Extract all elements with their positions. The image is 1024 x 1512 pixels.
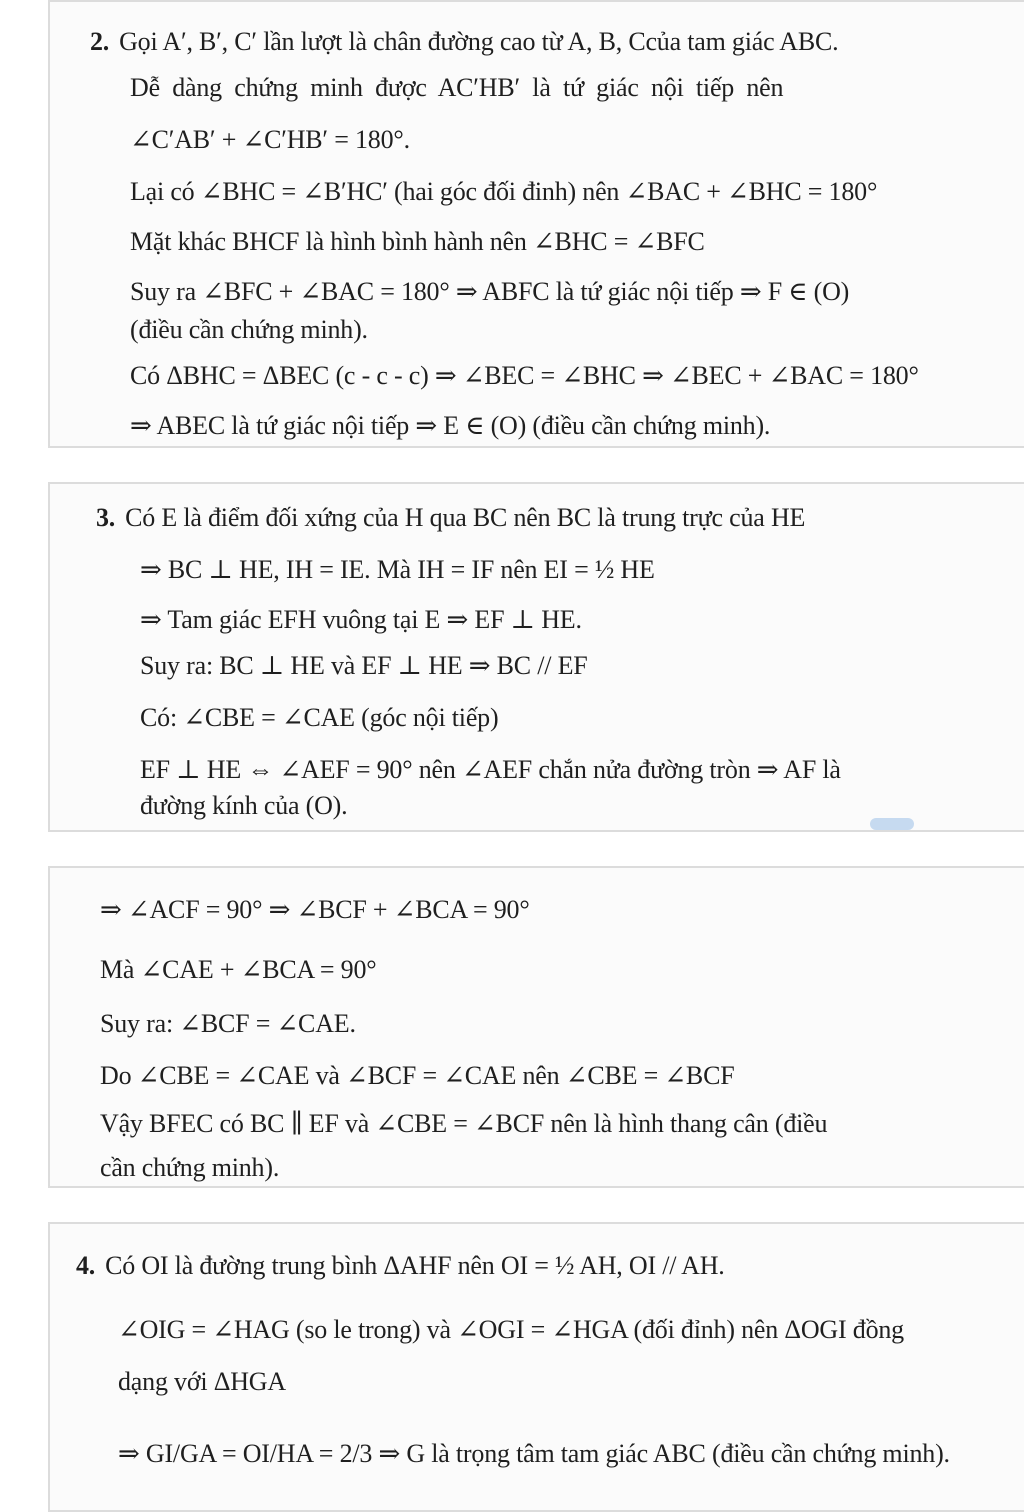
section-4-number: 4. — [76, 1251, 96, 1280]
section-3-line-4: Suy ra: BC ⊥ HE và EF ⊥ HE ⇒ BC // EF — [140, 651, 588, 680]
section-3b-line-4: Do ∠CBE = ∠CAE và ∠BCF = ∠CAE nên ∠CBE = ∠BCF — [100, 1061, 735, 1090]
section-4-line-3: dạng với ΔHGA — [118, 1367, 286, 1396]
section-2-line-8: Có ΔBHC = ΔBEC (c - c - c) ⇒ ∠BEC = ∠BHC ⇒ ∠BEC + ∠BAC = 180° — [130, 361, 919, 390]
section-2-line-1: 2. Gọi A′, B′, C′ lần lượt là chân đường cao từ A, B, Ccủa tam giác ABC. — [90, 27, 839, 56]
section-2-line-4: Lại có ∠BHC = ∠B′HC′ (hai góc đối đinh) nên ∠BAC + ∠BHC = 180° — [130, 177, 878, 206]
section-3-line-7: đường kính của (O). — [140, 791, 348, 820]
section-3b-line-1: ⇒ ∠ACF = 90° ⇒ ∠BCF + ∠BCA = 90° — [100, 895, 530, 924]
section-4-line-4: ⇒ GI/GA = OI/HA = 2/3 ⇒ G là trọng tâm tam giác ABC (điều cần chứng minh). — [118, 1439, 950, 1468]
section-4-line-1: 4. Có OI là đường trung bình ΔAHF nên OI = ½ AH, OI // AH. — [76, 1251, 725, 1280]
section-3b-line-3: Suy ra: ∠BCF = ∠CAE. — [100, 1009, 356, 1038]
section-2-line-3: ∠C′AB′ + ∠C′HB′ = 180°. — [130, 125, 410, 154]
section-2-line-9: ⇒ ABEC là tứ giác nội tiếp ⇒ E ∈ (O) (điều cần chứng minh). — [130, 411, 771, 440]
section-2-line-7: (điều cần chứng minh). — [130, 315, 368, 344]
section-2-number: 2. — [90, 27, 110, 56]
section-3-line-6: EF ⊥ HE ⇔ ∠AEF = 90° nên ∠AEF chắn nửa đường tròn ⇒ AF là — [140, 755, 841, 784]
section-3b-line-6: cần chứng minh). — [100, 1153, 280, 1182]
section-3-line-5: Có: ∠CBE = ∠CAE (góc nội tiếp) — [140, 703, 499, 732]
section-3-line-3: ⇒ Tam giác EFH vuông tại E ⇒ EF ⊥ HE. — [140, 605, 582, 634]
section-3-number: 3. — [96, 503, 116, 532]
section-3b-line-5: Vậy BFEC có BC ∥ EF và ∠CBE = ∠BCF nên là hình thang cân (điều — [100, 1109, 828, 1138]
section-3-line-1: 3. Có E là điểm đối xứng của H qua BC nên BC là trung trực của HE — [96, 503, 806, 532]
section-4-line-2: ∠OIG = ∠HAG (so le trong) và ∠OGI = ∠HGA (đối đỉnh) nên ΔOGI đồng — [118, 1315, 904, 1344]
section-2-line-2: Dễ dàng chứng minh được AC′HB′ là tứ giác nội tiếp nên — [130, 73, 784, 102]
section-2-line-5: Mặt khác BHCF là hình bình hành nên ∠BHC = ∠BFC — [130, 227, 705, 256]
photo-glare-mark — [870, 818, 914, 830]
section-3b-line-2: Mà ∠CAE + ∠BCA = 90° — [100, 955, 377, 984]
section-2-line-6: Suy ra ∠BFC + ∠BAC = 180° ⇒ ABFC là tứ giác nội tiếp ⇒ F ∈ (O) — [130, 277, 850, 306]
section-3-line-2: ⇒ BC ⊥ HE, IH = IE. Mà IH = IF nên EI = ½ HE — [140, 555, 655, 584]
